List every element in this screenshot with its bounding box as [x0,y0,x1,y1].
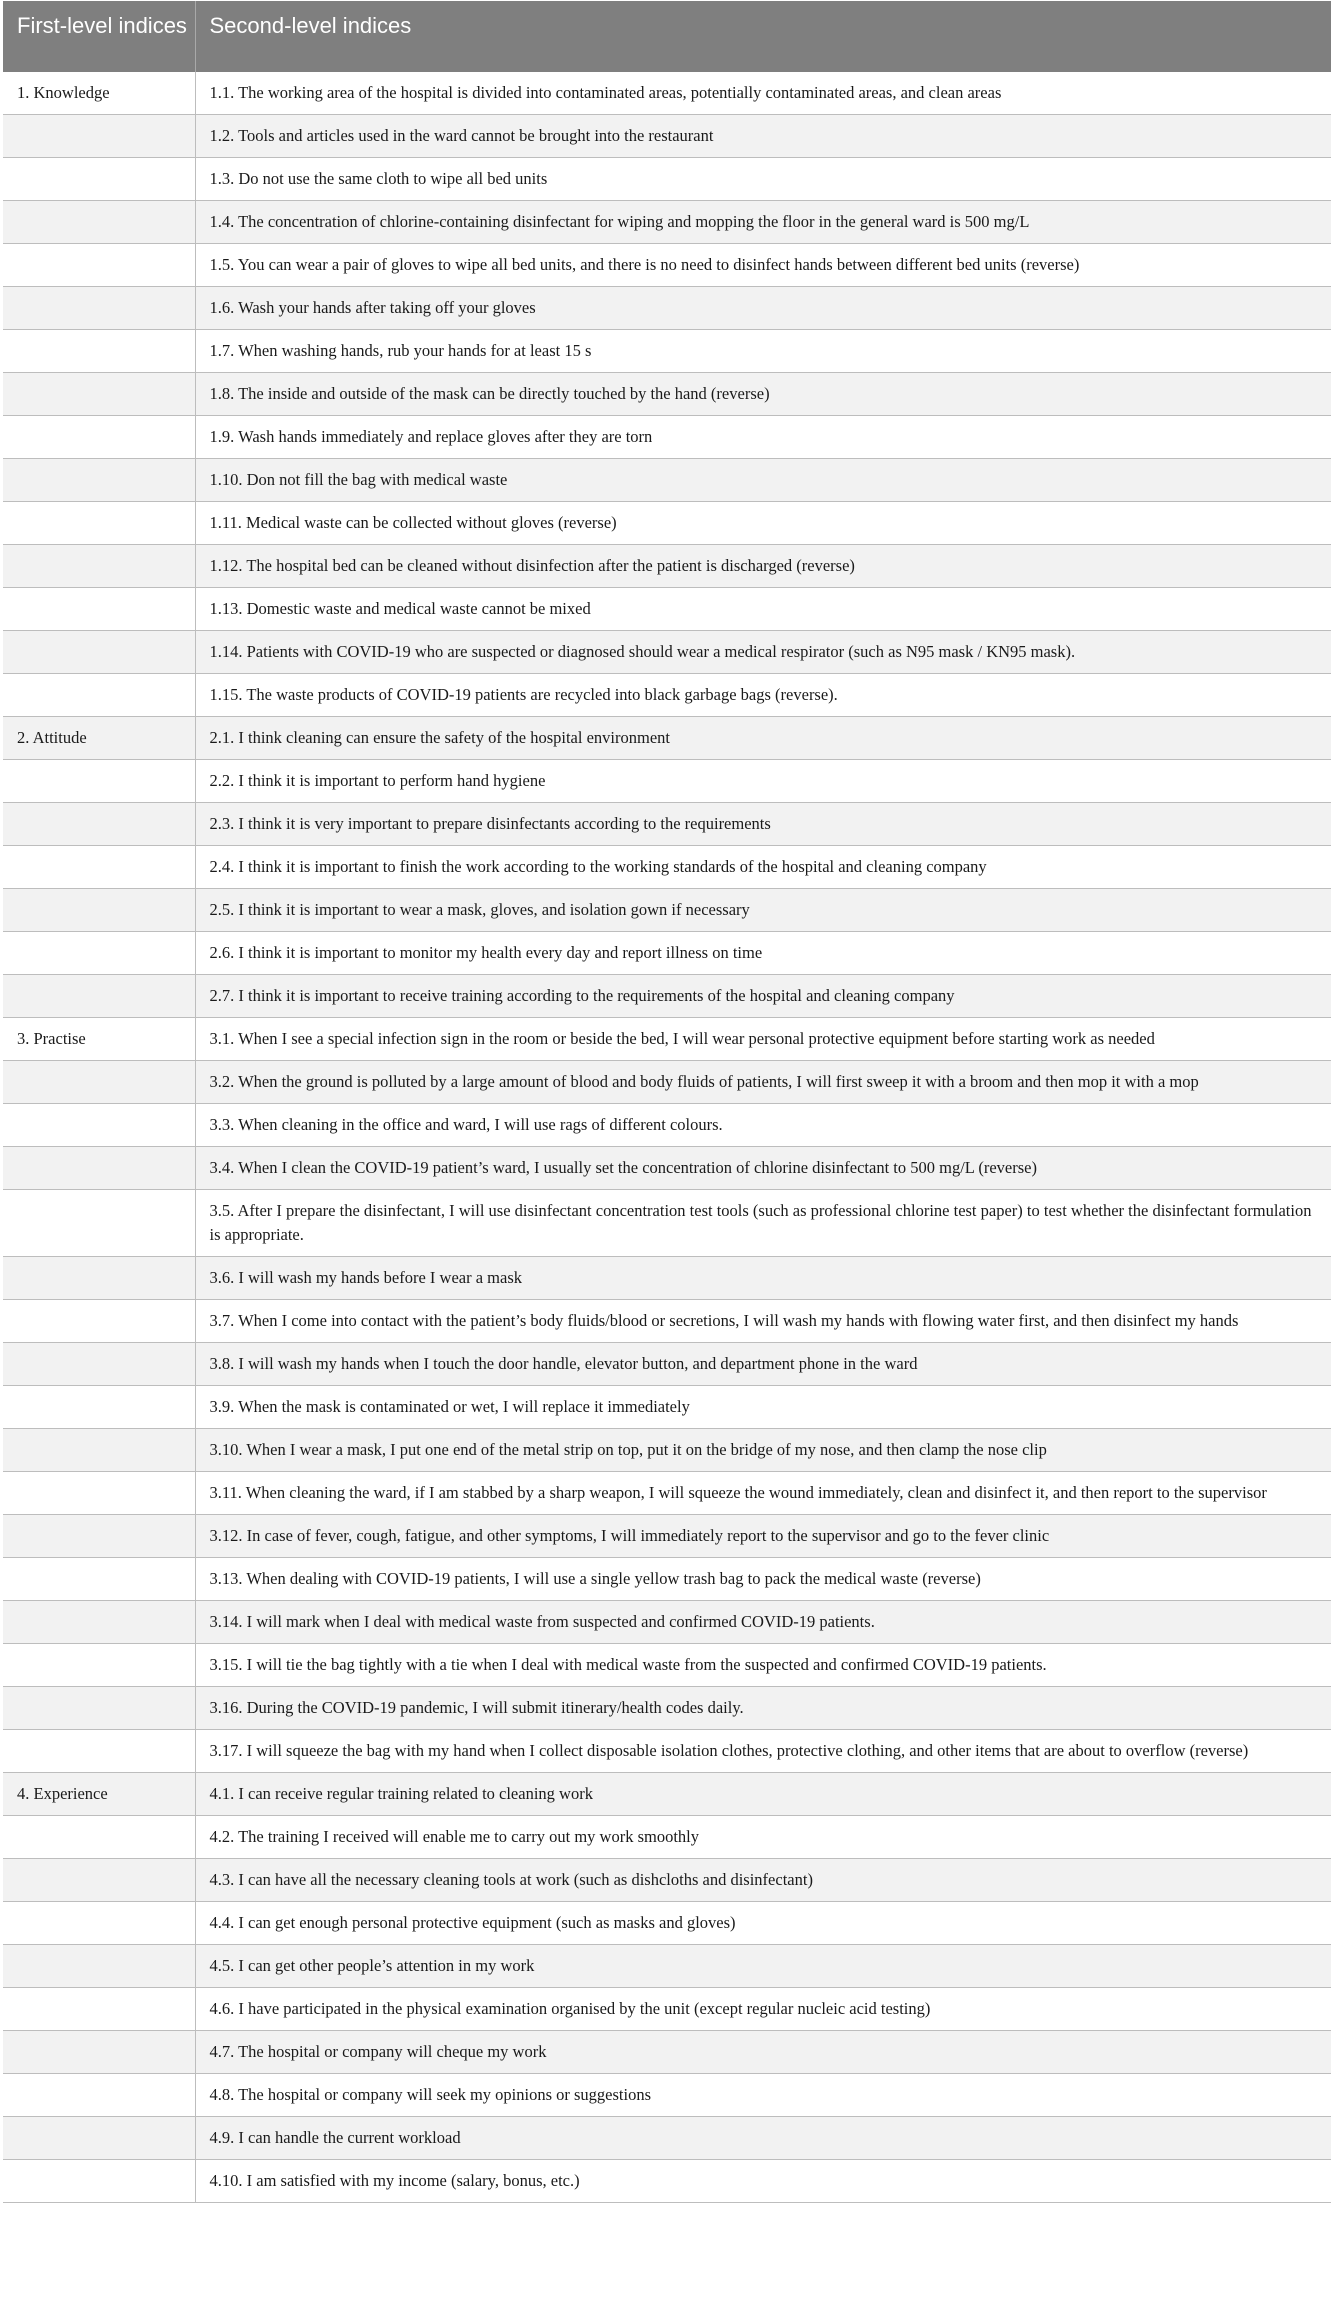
table-row [3,1816,1331,1859]
header-second-level: Second-level indices [195,1,1331,72]
second-level-cell: 2.5. I think it is important to wear a mask, gloves, and isolation gown if necessary [195,889,1331,932]
second-level-cell: 1.15. The waste products of COVID-19 patients are recycled into black garbage bags (reverse). [195,674,1331,717]
table-row [3,1147,1331,1190]
header-first-level: First-level indices [3,1,195,72]
table-row [3,1515,1331,1558]
table-row [3,158,1331,201]
second-level-cell: 3.2. When the ground is polluted by a large amount of blood and body fluids of patients, I will first sweep it with a broom and then mop it with a mop [195,1061,1331,1104]
table-row [3,760,1331,803]
second-level-cell: 3.6. I will wash my hands before I wear a mask [195,1257,1331,1300]
second-level-cell: 1.2. Tools and articles used in the ward cannot be brought into the restaurant [195,115,1331,158]
second-level-cell: 1.4. The concentration of chlorine-containing disinfectant for wiping and mopping the floor in the general ward is 500 mg/L [195,201,1331,244]
table-row [3,1644,1331,1687]
second-level-cell: 1.8. The inside and outside of the mask can be directly touched by the hand (reverse) [195,373,1331,416]
first-level-cell [3,760,195,803]
first-level-cell: 2. Attitude [3,717,195,760]
table-row [3,2074,1331,2117]
second-level-cell: 4.10. I am satisfied with my income (salary, bonus, etc.) [195,2160,1331,2203]
table-row [3,1472,1331,1515]
table-row [3,717,1331,760]
first-level-cell [3,1429,195,1472]
first-level-cell [3,674,195,717]
table-row [3,201,1331,244]
second-level-cell: 1.1. The working area of the hospital is divided into contaminated areas, potentially contaminated areas, and clean areas [195,72,1331,115]
table-row [3,803,1331,846]
second-level-cell: 4.7. The hospital or company will cheque my work [195,2031,1331,2074]
second-level-cell: 1.14. Patients with COVID-19 who are suspected or diagnosed should wear a medical respirator (such as N95 mask / KN95 mask). [195,631,1331,674]
first-level-cell [3,1147,195,1190]
first-level-cell [3,2117,195,2160]
indices-table [3,1,1331,2203]
second-level-cell: 2.4. I think it is important to finish the work according to the working standards of the hospital and cleaning company [195,846,1331,889]
table-row [3,287,1331,330]
first-level-cell [3,287,195,330]
first-level-cell [3,1644,195,1687]
first-level-cell [3,330,195,373]
first-level-cell [3,1061,195,1104]
first-level-cell [3,1515,195,1558]
first-level-cell [3,158,195,201]
second-level-cell: 3.16. During the COVID-19 pandemic, I will submit itinerary/health codes daily. [195,1687,1331,1730]
second-level-cell: 4.4. I can get enough personal protective equipment (such as masks and gloves) [195,1902,1331,1945]
table-row [3,1558,1331,1601]
first-level-cell [3,1386,195,1429]
second-level-cell: 4.9. I can handle the current workload [195,2117,1331,2160]
first-level-cell [3,1472,195,1515]
second-level-cell: 4.2. The training I received will enable me to carry out my work smoothly [195,1816,1331,1859]
second-level-cell: 2.3. I think it is very important to prepare disinfectants according to the requirements [195,803,1331,846]
table-row [3,1343,1331,1386]
table-row [3,330,1331,373]
first-level-cell [3,201,195,244]
second-level-cell: 3.15. I will tie the bag tightly with a tie when I deal with medical waste from the suspected and confirmed COVID-19 patients. [195,1644,1331,1687]
first-level-cell [3,1300,195,1343]
first-level-cell [3,244,195,287]
table-row [3,846,1331,889]
table-row [3,588,1331,631]
table-row [3,1988,1331,2031]
second-level-cell: 1.7. When washing hands, rub your hands for at least 15 s [195,330,1331,373]
table-row [3,1061,1331,1104]
table-header [3,1,1331,72]
second-level-cell: 3.13. When dealing with COVID-19 patients, I will use a single yellow trash bag to pack the medical waste (reverse) [195,1558,1331,1601]
table-row [3,244,1331,287]
table-row [3,2117,1331,2160]
first-level-cell [3,1816,195,1859]
first-level-cell [3,459,195,502]
first-level-cell: 4. Experience [3,1773,195,1816]
first-level-cell [3,889,195,932]
second-level-cell: 4.3. I can have all the necessary cleaning tools at work (such as dishcloths and disinfectant) [195,1859,1331,1902]
second-level-cell: 4.8. The hospital or company will seek my opinions or suggestions [195,2074,1331,2117]
table-row [3,545,1331,588]
first-level-cell [3,1730,195,1773]
second-level-cell: 1.9. Wash hands immediately and replace gloves after they are torn [195,416,1331,459]
table-body [3,72,1331,2203]
second-level-cell: 1.13. Domestic waste and medical waste cannot be mixed [195,588,1331,631]
table-row [3,2031,1331,2074]
second-level-cell: 3.7. When I come into contact with the patient’s body fluids/blood or secretions, I will wash my hands with flowing water first, and then disinfect my hands [195,1300,1331,1343]
second-level-cell: 3.8. I will wash my hands when I touch the door handle, elevator button, and department phone in the ward [195,1343,1331,1386]
first-level-cell [3,1104,195,1147]
first-level-cell [3,975,195,1018]
first-level-cell [3,1601,195,1644]
first-level-cell [3,1902,195,1945]
table-row [3,1018,1331,1061]
first-level-cell [3,1257,195,1300]
second-level-cell: 3.17. I will squeeze the bag with my hand when I collect disposable isolation clothes, protective clothing, and other items that are about to overflow (reverse) [195,1730,1331,1773]
table-row [3,1902,1331,1945]
table-row [3,1386,1331,1429]
second-level-cell: 1.3. Do not use the same cloth to wipe all bed units [195,158,1331,201]
first-level-cell [3,1343,195,1386]
table-row [3,932,1331,975]
table-row [3,1859,1331,1902]
table-row [3,115,1331,158]
second-level-cell: 3.14. I will mark when I deal with medical waste from suspected and confirmed COVID-19 patients. [195,1601,1331,1644]
first-level-cell [3,846,195,889]
first-level-cell [3,416,195,459]
second-level-cell: 1.11. Medical waste can be collected without gloves (reverse) [195,502,1331,545]
table-row [3,72,1331,115]
table-row [3,631,1331,674]
first-level-cell: 3. Practise [3,1018,195,1061]
second-level-cell: 3.11. When cleaning the ward, if I am stabbed by a sharp weapon, I will squeeze the wound immediately, clean and disinfect it, and then report to the supervisor [195,1472,1331,1515]
first-level-cell [3,1945,195,1988]
first-level-cell [3,1190,195,1257]
first-level-cell [3,1859,195,1902]
second-level-cell: 4.6. I have participated in the physical examination organised by the unit (except regular nucleic acid testing) [195,1988,1331,2031]
first-level-cell [3,2160,195,2203]
table-row [3,373,1331,416]
first-level-cell [3,1558,195,1601]
table-row [3,1257,1331,1300]
second-level-cell: 4.5. I can get other people’s attention in my work [195,1945,1331,1988]
second-level-cell: 1.5. You can wear a pair of gloves to wipe all bed units, and there is no need to disinfect hands between different bed units (reverse) [195,244,1331,287]
table-row [3,1429,1331,1472]
table-row [3,674,1331,717]
table-row [3,1601,1331,1644]
first-level-cell: 1. Knowledge [3,72,195,115]
first-level-cell [3,1687,195,1730]
table-row [3,2160,1331,2203]
first-level-cell [3,932,195,975]
second-level-cell: 3.10. When I wear a mask, I put one end of the metal strip on top, put it on the bridge of my nose, and then clamp the nose clip [195,1429,1331,1472]
first-level-cell [3,545,195,588]
table-row [3,1687,1331,1730]
second-level-cell: 1.6. Wash your hands after taking off your gloves [195,287,1331,330]
first-level-cell [3,1988,195,2031]
second-level-cell: 3.1. When I see a special infection sign in the room or beside the bed, I will wear personal protective equipment before starting work as needed [195,1018,1331,1061]
second-level-cell: 3.4. When I clean the COVID-19 patient’s ward, I usually set the concentration of chlorine disinfectant to 500 mg/L (reverse) [195,1147,1331,1190]
first-level-cell [3,2074,195,2117]
table-row [3,502,1331,545]
first-level-cell [3,373,195,416]
second-level-cell: 3.3. When cleaning in the office and ward, I will use rags of different colours. [195,1104,1331,1147]
header-row [3,1,1331,72]
table-row [3,889,1331,932]
table-row [3,1945,1331,1988]
second-level-cell: 2.1. I think cleaning can ensure the safety of the hospital environment [195,717,1331,760]
table-row [3,1730,1331,1773]
second-level-cell: 1.12. The hospital bed can be cleaned without disinfection after the patient is discharged (reverse) [195,545,1331,588]
first-level-cell [3,803,195,846]
first-level-cell [3,502,195,545]
table-row [3,1773,1331,1816]
table-row [3,1104,1331,1147]
second-level-cell: 3.5. After I prepare the disinfectant, I will use disinfectant concentration test tools (such as professional chlorine test paper) to test whether the disinfectant formulation is appropriate. [195,1190,1331,1257]
table-row [3,1190,1331,1257]
first-level-cell [3,588,195,631]
first-level-cell [3,631,195,674]
second-level-cell: 4.1. I can receive regular training related to cleaning work [195,1773,1331,1816]
table-row [3,975,1331,1018]
second-level-cell: 2.6. I think it is important to monitor my health every day and report illness on time [195,932,1331,975]
second-level-cell: 3.12. In case of fever, cough, fatigue, and other symptoms, I will immediately report to the supervisor and go to the fever clinic [195,1515,1331,1558]
second-level-cell: 1.10. Don not fill the bag with medical waste [195,459,1331,502]
table-row [3,459,1331,502]
second-level-cell: 2.2. I think it is important to perform hand hygiene [195,760,1331,803]
first-level-cell [3,2031,195,2074]
second-level-cell: 3.9. When the mask is contaminated or wet, I will replace it immediately [195,1386,1331,1429]
table-row [3,1300,1331,1343]
table-row [3,416,1331,459]
first-level-cell [3,115,195,158]
second-level-cell: 2.7. I think it is important to receive training according to the requirements of the hospital and cleaning company [195,975,1331,1018]
